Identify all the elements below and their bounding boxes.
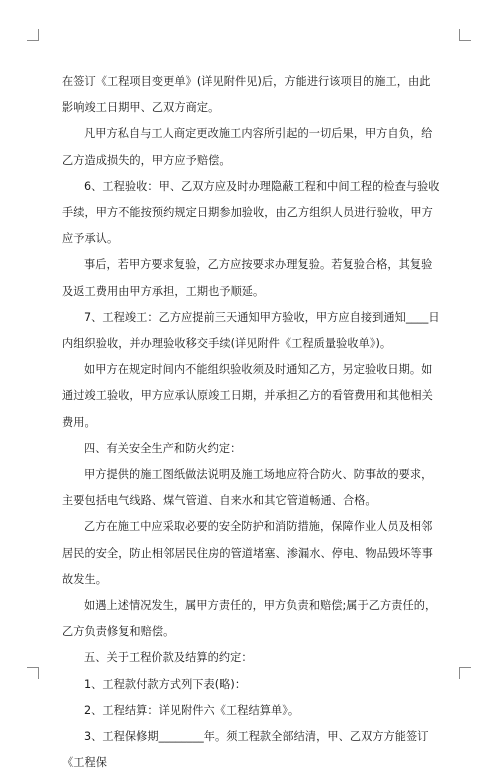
section-heading-safety: 四、有关安全生产和防火约定： bbox=[84, 441, 242, 455]
paragraph-safety-measures: 乙方在施工中应采取必要的安全防护和消防措施，保障作业人员及相邻居民的安全，防止相邻居民住房的管道堵塞、渗漏水、停电、物品毁坏等事故发生。 bbox=[62, 520, 433, 586]
paragraph-completion: 7、工程竣工：乙方应提前三天通知甲方验收，甲方应自接到通知____日内组织验收，并办理验收移交手续(详见附件《工程质量验收单》)。 bbox=[62, 310, 440, 351]
crop-mark-bottom-right bbox=[459, 667, 471, 679]
section-heading-payment: 五、关于工程价款及结算的约定： bbox=[84, 651, 253, 665]
paragraph-payment-method: 1、工程款付款方式列下表(略)： bbox=[84, 677, 247, 691]
paragraph-fire-safety-requirements: 甲方提供的施工图纸做法说明及施工场地应符合防火、防事故的要求，主要包括电气线路、煤气管道、自来水和其它管道畅通、合格。 bbox=[62, 468, 433, 508]
paragraph-variation-order: 在签订《工程项目变更单》(详见附件见)后，方能进行该项目的施工，由此影响竣工日期甲、乙双方商定。 bbox=[62, 75, 431, 115]
crop-mark-bottom-left bbox=[27, 667, 39, 679]
paragraph-re-inspection: 事后，若甲方要求复验，乙方应按要求办理复验。若复验合格，其复验及返工费用由甲方承担，工期也予顺延。 bbox=[62, 258, 433, 298]
paragraph-delayed-acceptance: 如甲方在规定时间内不能组织验收须及时通知乙方，另定验收日期。如通过竣工验收，甲方应承认原竣工日期，并承担乙方的看管费用和其他相关费用。 bbox=[62, 363, 433, 429]
paragraph-acceptance-inspection: 6、工程验收：甲、乙双方应及时办理隐蔽工程和中间工程的检查与验收手续，甲方不能按预约规定日期参加验收，由乙方组织人员进行验收，甲方应予承认。 bbox=[62, 179, 440, 246]
crop-mark-top-left bbox=[27, 29, 39, 41]
crop-mark-top-right bbox=[459, 29, 471, 41]
paragraph-warranty: 3、工程保修期________年。须工程款全部结清，甲、乙双方方能签订《工程保 bbox=[62, 730, 429, 770]
paragraph-settlement: 2、工程结算：详见附件六《工程结算单》。 bbox=[84, 703, 300, 717]
paragraph-private-changes: 凡甲方私自与工人商定更改施工内容所引起的一切后果，甲方自负，给乙方造成损失的，甲方应予赔偿。 bbox=[62, 127, 433, 167]
document-body bbox=[62, 69, 440, 776]
paragraph-liability: 如遇上述情况发生，属甲方责任的，甲方负责和赔偿;属于乙方责任的，乙方负责修复和赔偿。 bbox=[62, 599, 437, 639]
